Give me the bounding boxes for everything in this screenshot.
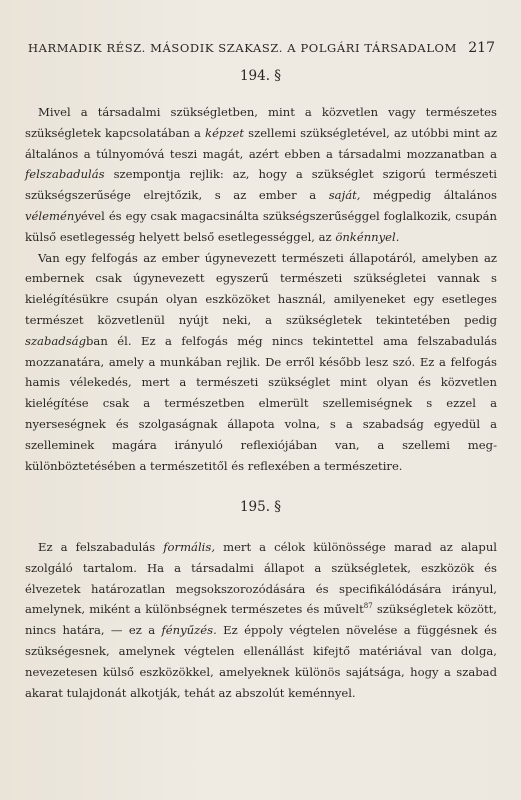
running-header	[28, 40, 495, 58]
running-head-title: HARMADIK RÉSZ. MÁSODIK SZAKASZ. A POLGÁRI TÁRSADALOM	[28, 41, 457, 55]
page-number: 217	[468, 40, 495, 56]
section-heading-194: 194. §	[239, 68, 282, 84]
paragraph: Van egy felfogás az ember úgynevezett természeti állapotáról, amelyben az embernek csak úgynevezett egyszerű természeti szükségletei vannak s kielégítésükre csupán olyan eszközöket használ, amilyeneket egy esetleges természet közvetlenül nyújt neki, a szükségletek tekintetében pedig szabadságban él. Ez a felfogás még nincs tekintettel ama felszabadulás mozzanatára, amely a munkában rejlik. De erről később lesz szó. Ez a felfogás hamis vélekedés, mert a természeti szükséglet mint olyan és közvetlen kielégítése csak a természetben elmerült szellemiségnek s ezzel a nyerseségnek és szolgaságnak állapota volna, s a szabadság egyedül a szelleminek magára irányuló reflexiójában van, a szellemi megkülönböztetésében a természetitől és reflexében a természetire.	[25, 250, 497, 473]
footnote-ref-87[interactable]: 87	[363, 602, 373, 611]
paragraph: Ez a felszabadulás formális, mert a célok különössége marad az alapul szolgáló tartalom. Ha a társadalmi állapot a szükségletek, eszközök és élvezetek határozatlan megsokszorozódására és specifikálódására irányul, amelynek, miként a különbségnek természetes és művelt$^{87}$ szükségletek között, nincs határa, — ez a fényűzés. Ez éppoly végtelen növelése a függésnek és szükségesnek, amelynek végtelen ellenállást kifejtő matériával van dolga, nevezetesen külső eszközökkel, amelyeknek különös sajátsága, hogy a szabad akarat tulajdonát alkotják, tehát az abszolút keménnyel.	[25, 540, 497, 700]
section-195-body	[25, 537, 497, 703]
section-heading-195: 195. §	[239, 499, 282, 515]
section-194-body	[25, 102, 497, 476]
paragraph: Mivel a társadalmi szükségletben, mint a közvetlen vagy természetes szükségletek kapcsolatában a képzet szellemi szükségletével, az utóbbi mint az általános a túlnyomóvá teszi magát, azért ebben a társadalmi mozzanatban a felszabadulás szempontja rejlik: az, hogy a szükséglet szigorú természeti szükségszerűsége elrejtőzik, s az ember a saját, mégpedig általános véleményével és egy csak magacsinálta szükségszerűséggel foglalkozik, csupán külső esetlegesség helyett belső esetlegességgel, az önkénnyel.	[25, 105, 497, 244]
